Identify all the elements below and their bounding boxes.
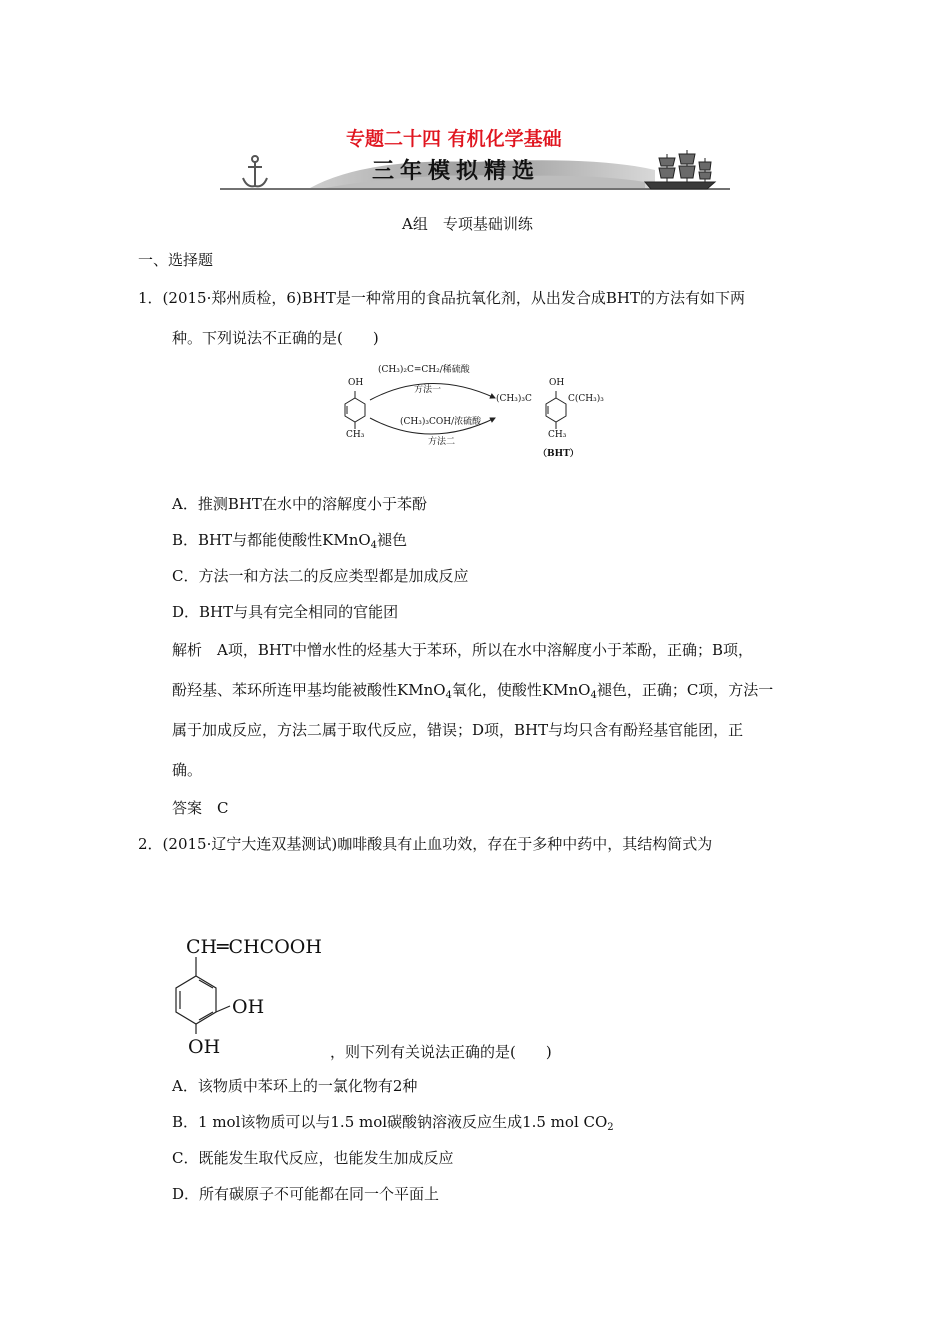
p-cresol-ring bbox=[345, 391, 365, 429]
reagent-1: (CH₃)₂C=CH₂/稀硫酸 bbox=[378, 365, 470, 375]
question-2-stem: 2．(2015·辽宁大连双基测试)咖啡酸具有止血功效，存在于多种中药中，其结构简式为 bbox=[138, 835, 713, 853]
group-title: A组 专项基础训练 bbox=[402, 215, 533, 233]
q1-option-d: D．BHT与具有完全相同的官能团 bbox=[172, 603, 399, 621]
reagent-2: (CH₃)₃COH/浓硫酸 bbox=[400, 417, 482, 427]
bht-ring bbox=[546, 391, 566, 429]
analysis-line4: 确。 bbox=[172, 761, 203, 779]
q2-option-c: C．既能发生取代反应，也能发生加成反应 bbox=[172, 1149, 454, 1167]
q1-answer: 答案 C bbox=[172, 799, 229, 817]
method-1-label: 方法一 bbox=[414, 385, 442, 395]
q1-option-b: B．BHT与都能使酸性KMnO$_4$褪色 bbox=[172, 531, 408, 551]
prod-left-tbu: (CH₃)₃C bbox=[496, 394, 532, 404]
q1-option-a: A．推测BHT在水中的溶解度小于苯酚 bbox=[172, 495, 427, 513]
oh-para-label: OH bbox=[188, 1036, 221, 1058]
q1-option-c: C．方法一和方法二的反应类型都是加成反应 bbox=[172, 567, 469, 585]
sailing-ship-icon bbox=[645, 150, 715, 189]
q2-option-d: D．所有碳原子不可能都在同一个平面上 bbox=[172, 1185, 440, 1203]
bht-synthesis-scheme bbox=[330, 358, 630, 458]
question-2-tail: ，则下列有关说法正确的是( ) bbox=[330, 1043, 552, 1061]
sm-oh-label: OH bbox=[348, 378, 364, 388]
page-title: 专题二十四 有机化学基础 bbox=[346, 128, 562, 150]
section-title: 一、选择题 bbox=[138, 251, 214, 269]
question-1-stem-line2: 种。下列说法不正确的是( ) bbox=[172, 329, 379, 347]
bht-name: （BHT） bbox=[538, 449, 579, 459]
analysis-line3: 属于加成反应，方法二属于取代反应，错误；D项，BHT与均只含有酚羟基官能团，正 bbox=[172, 721, 744, 739]
side-chain-label: CH═CHCOOH bbox=[186, 936, 322, 958]
prod-right-tbu: C(CH₃)₃ bbox=[568, 394, 604, 404]
analysis-line2: 酚羟基、苯环所连甲基均能被酸性KMnO$_4$氧化，使酸性KMnO$_4$褪色，正确；C项，方法一 bbox=[172, 681, 774, 701]
caffeic-acid-structure bbox=[170, 930, 350, 1060]
q2-option-b: B．1 mol该物质可以与1.5 mol碳酸钠溶液反应生成1.5 mol $CO_2$ bbox=[172, 1113, 614, 1133]
sm-ch3-label: CH₃ bbox=[346, 430, 365, 440]
question-1-stem-line1: 1．(2015·郑州质检，6)BHT是一种常用的食品抗氧化剂，从出发合成BHT的方法有如下两 bbox=[138, 289, 745, 307]
method-2-label: 方法二 bbox=[428, 437, 456, 447]
analysis-line1: 解析 A项，BHT中憎水性的烃基大于苯环，所以在水中溶解度小于苯酚，正确；B项， bbox=[172, 641, 753, 659]
oh-meta-label: OH bbox=[232, 996, 265, 1018]
banner-text: 三年模拟精选 bbox=[372, 159, 541, 184]
benzene-ring bbox=[176, 957, 230, 1034]
anchor-icon bbox=[243, 156, 267, 186]
prod-oh-label: OH bbox=[549, 378, 565, 388]
q2-option-a: A．该物质中苯环上的一氯化物有2种 bbox=[172, 1077, 418, 1095]
prod-ch3-label: CH₃ bbox=[548, 430, 567, 440]
